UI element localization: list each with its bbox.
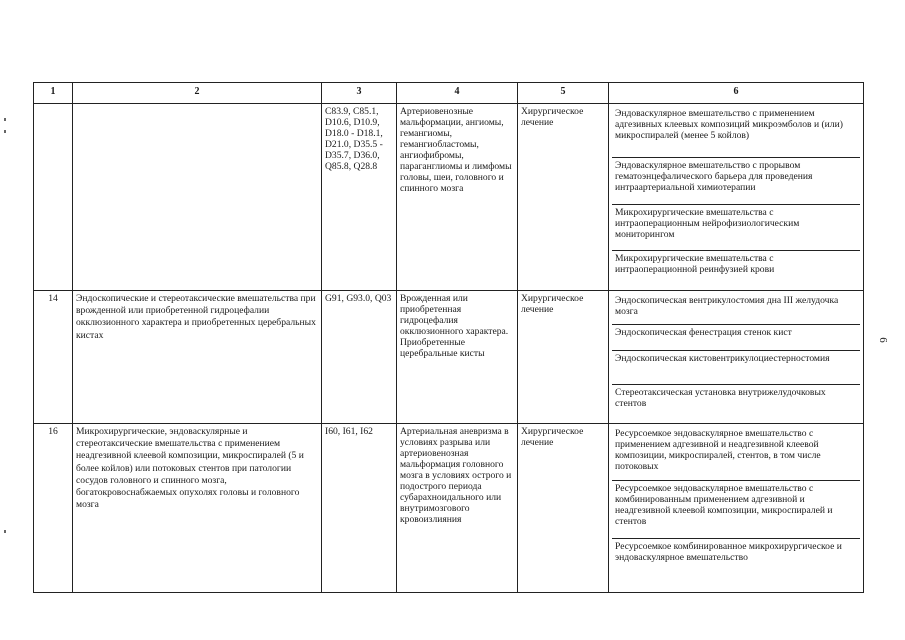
method-item: Эндоскопическая вентрикулостомия дна III желудочка мозга [612,293,860,325]
margin-mark [4,130,6,133]
method-item: Ресурсоемкое эндоваскулярное вмешательство с применением адгезивной и неадгезивной клеевой композиции, микроспиралей, стентов, в том числе потоковых [612,426,860,481]
method-item: Стереотаксическая установка внутрижелудочковых стентов [615,387,826,409]
method-item: Эндоскопическая фенестрация стенок кист [612,325,860,351]
method-item: Эндоваскулярное вмешательство с прорывом гематоэнцефалического барьера для проведения интраартериальной химиотерапии [612,158,860,205]
page-number: 6 [876,337,889,343]
method-item: Микрохирургические вмешательства с интраоперационной реинфузией крови [615,253,775,275]
margin-mark [4,118,6,121]
row-model: Артериальная аневризма в условиях разрыва или артериовенозная мальформация головного мозга в условиях острого и подострого периода субарахноидального или внутримозгового кровоизлияния [397,424,518,593]
row-methods [609,104,864,291]
table-row [34,291,864,424]
row-treatment: Хирургическое лечение [518,104,609,291]
column-header-6: 6 [609,83,864,104]
row-number [34,104,73,291]
row-codes: I60, I61, I62 [322,424,397,593]
method-item: Ресурсоемкое эндоваскулярное вмешательство с комбинированным применением адгезивной и неадгезивной клеевой композиции, микроспиралей и стентов [612,481,860,539]
row-description: Микрохирургические, эндоваскулярные и стереотаксические вмешательства с применением неадгезивной клеевой композиции, микроспиралей (5 и более койлов) или потоковых стентов при патологии сосудов головного и спинного мозга, богатокровоснабжаемых опухолях головы и головного мозга [73,424,322,593]
margin-mark [4,530,6,533]
table-row [34,424,864,593]
row-number: 14 [34,291,73,424]
method-item: Эндоваскулярное вмешательство с применением адгезивных клеевых композиций микроэмболов и (или) микроспиралей (менее 5 койлов) [612,106,860,158]
row-model: Врожденная или приобретенная гидроцефалия окклюзионного характера. Приобретенные церебральные кисты [397,291,518,424]
column-header-5: 5 [518,83,609,104]
column-header-1: 1 [34,83,73,104]
row-treatment: Хирургическое лечение [518,424,609,593]
row-description [73,104,322,291]
row-methods [609,424,864,593]
row-methods [609,291,864,424]
method-item: Ресурсоемкое комбинированное микрохирургическое и эндоваскулярное вмешательство [615,541,842,563]
row-treatment: Хирургическое лечение [518,291,609,424]
column-header-3: 3 [322,83,397,104]
header-row [34,83,864,104]
column-header-2: 2 [73,83,322,104]
table-row [34,104,864,291]
method-item: Эндоскопическая кистовентрикулоциестерностомия [612,351,860,385]
row-codes: C83.9, C85.1, D10.6, D10.9, D18.0 - D18.1, D21.0, D35.5 - D35.7, D36.0, Q85.8, Q28.8 [322,104,397,291]
row-description: Эндоскопические и стереотаксические вмешательства при врожденной или приобретенной гидроцефалии окклюзионного характера и приобретенных церебральных кистах [73,291,322,424]
row-codes: G91, G93.0, Q03 [322,291,397,424]
medical-care-table [33,82,864,593]
row-model: Артериовенозные мальформации, ангиомы, гемангиомы, гемангиобластомы, ангиофибромы, параганглиомы и лимфомы головы, шеи, головного и спинного мозга [397,104,518,291]
row-number: 16 [34,424,73,593]
method-item: Микрохирургические вмешательства с интраоперационным нейрофизиологическим мониторингом [612,205,860,251]
column-header-4: 4 [397,83,518,104]
